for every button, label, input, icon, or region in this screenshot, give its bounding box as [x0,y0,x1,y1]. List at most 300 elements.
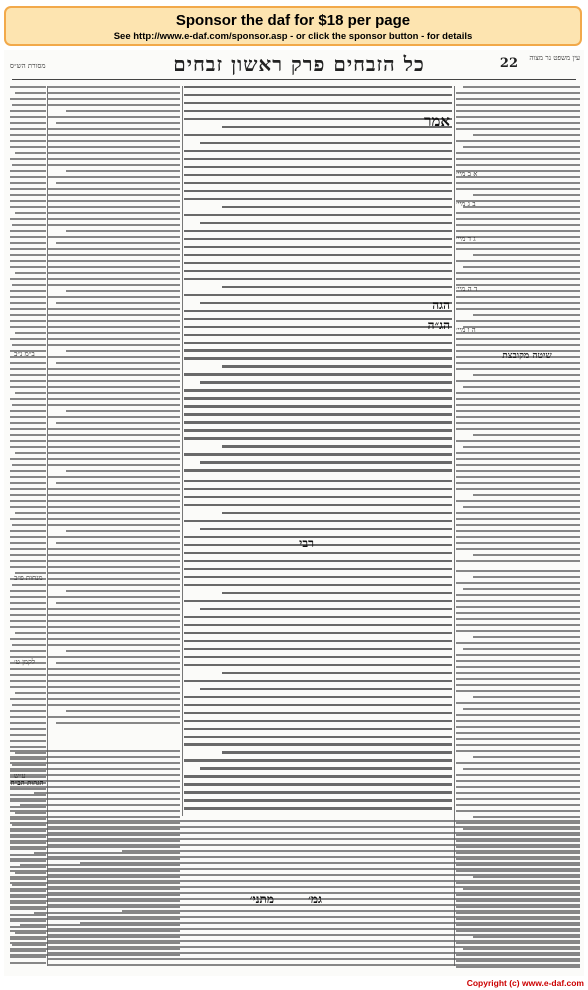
text-line [184,648,452,650]
column-divider [182,86,183,816]
text-line [56,482,180,484]
text-line [10,140,46,142]
header-rule [12,79,576,80]
ein-mishpat-ref: ב ג מיי׳ [456,200,476,208]
text-line [48,638,180,640]
sponsor-subtitle[interactable]: See http://www.e-daf.com/sponsor.asp - or click the sponsor button - for details [113,31,473,42]
text-line [48,440,180,442]
text-line [456,618,580,620]
text-line [15,152,46,154]
text-line [184,326,452,328]
text-line [48,608,180,610]
text-line [80,862,580,864]
text-line [184,632,452,634]
text-line [48,128,180,130]
text-line [48,188,180,190]
text-line [48,704,180,706]
masoret-ref: מנחות פ״ב [14,574,43,582]
text-line [48,278,180,280]
text-line [48,632,180,634]
text-line [184,134,452,136]
text-line [48,464,180,466]
ein-mishpat-ref: א ב מיי׳ [456,170,478,178]
text-line [15,692,46,694]
text-line [48,874,580,876]
text-line [10,560,46,562]
text-line [48,98,180,100]
text-line [56,542,180,544]
text-line [456,392,580,394]
text-line [56,422,180,424]
text-line [184,262,452,264]
text-line [456,512,580,514]
text-line [456,500,580,502]
text-line [456,122,580,124]
text-line [184,318,452,320]
text-line [184,158,452,160]
text-line [10,338,46,340]
text-line [10,416,46,418]
text-line [48,434,180,436]
text-line [184,86,452,88]
text-line [15,392,46,394]
tosafot-column [48,86,180,726]
text-line [456,230,580,232]
text-line [10,722,46,724]
text-line [48,826,580,828]
text-line [10,482,46,484]
text-line [456,720,580,722]
text-line [48,868,580,870]
opening-word: אמר [424,112,450,130]
text-line [10,410,46,412]
masoret-ref: לקמן ט׳ [14,658,36,666]
text-line [48,500,180,502]
text-line [456,690,580,692]
text-line [456,714,580,716]
text-line [222,126,452,128]
text-line [48,248,180,250]
ein-mishpat-ref: ה ו מיי׳ [456,326,476,334]
text-line [456,164,580,166]
text-line [48,398,180,400]
text-line [184,429,452,431]
text-line [184,480,452,482]
text-line [48,218,180,220]
text-line [184,520,452,522]
text-line [10,536,46,538]
text-line [48,554,180,556]
text-line [184,799,452,801]
text-line [184,560,452,562]
text-line [222,592,452,594]
text-line [184,544,452,546]
text-line [10,314,46,316]
text-line [48,320,180,322]
text-line [184,310,452,312]
text-line [222,672,452,674]
text-line [66,230,180,232]
text-line [456,594,580,596]
text-line [10,398,46,400]
text-line [48,856,580,858]
sponsor-banner[interactable] [4,6,582,46]
text-line [56,362,180,364]
text-line [48,946,580,948]
text-line [473,696,580,698]
text-line [456,518,580,520]
text-line [48,140,180,142]
text-line [456,152,580,154]
text-line [48,92,180,94]
text-line [80,922,580,924]
text-line [12,104,46,106]
text-line [184,728,452,730]
text-line [48,928,580,930]
text-line [66,350,180,352]
text-line [48,386,180,388]
dibur-hamatchil: הג״ה [427,318,450,332]
text-line [456,750,580,752]
text-line [48,716,180,718]
ein-mishpat-ref: ג ד מיי׳ [456,235,476,243]
text-line [48,344,180,346]
text-line [34,792,180,794]
text-line [184,552,452,554]
text-line [56,602,180,604]
text-line [456,570,580,572]
text-line [12,404,46,406]
text-line [66,110,180,112]
text-line [48,548,180,550]
text-line [15,272,46,274]
text-line [48,104,180,106]
dibur-hamatchil: הגה [432,298,450,312]
text-line [10,650,46,652]
text-line [15,512,46,514]
text-line [456,338,580,340]
text-line [456,702,580,704]
text-line [456,458,580,460]
text-line [456,452,580,454]
text-line [48,260,180,262]
text-line [463,506,580,508]
text-line [473,554,580,556]
text-line [184,342,452,344]
text-line [10,290,46,292]
text-line [48,958,580,960]
text-line [12,224,46,226]
text-line [184,656,452,658]
text-line [10,674,46,676]
text-line [200,528,452,530]
text-line [48,560,180,562]
text-line [48,116,180,118]
text-line [473,756,580,758]
text-line [48,838,580,840]
gemara-text-block [184,86,452,476]
text-line [48,916,580,918]
text-line [184,783,452,785]
text-line [184,743,452,745]
text-line [456,140,580,142]
text-line [56,662,180,664]
text-line [10,122,46,124]
text-line [456,524,580,526]
text-line [48,266,180,268]
copyright-notice[interactable]: Copyright (c) www.e-daf.com [466,978,584,988]
text-line [10,710,46,712]
text-line [184,389,452,391]
text-line [10,134,46,136]
text-line [48,338,180,340]
text-line [10,182,46,184]
text-line [456,560,580,562]
text-line [48,940,580,942]
text-line [10,470,46,472]
text-line [66,290,180,292]
text-line [10,620,46,622]
text-line [456,404,580,406]
text-line [456,488,580,490]
text-line [456,482,580,484]
text-line [184,214,452,216]
text-line [184,453,452,455]
text-line [456,218,580,220]
shita-mekubetzet-heading: שיטה מקובצת [502,351,552,361]
text-line [10,590,46,592]
text-line [10,170,46,172]
page-number: 22 [499,56,518,71]
text-line [10,218,46,220]
text-line [10,750,180,752]
text-line [184,759,452,761]
text-line [48,536,180,538]
text-line [10,248,46,250]
text-line [184,373,452,375]
text-line [48,512,180,514]
text-line [10,494,46,496]
text-line [48,596,180,598]
text-line [20,804,180,806]
text-line [184,584,452,586]
text-line [10,768,180,770]
text-line [48,164,180,166]
text-line [456,104,580,106]
text-line [10,146,46,148]
text-line [184,334,452,336]
text-line [184,190,452,192]
text-line [200,608,452,610]
text-line [184,110,452,112]
text-line [10,116,46,118]
text-line [222,512,452,514]
text-line [48,820,580,822]
text-line [456,630,580,632]
text-line [184,568,452,570]
text-line [48,832,580,834]
text-line [184,230,452,232]
text-line [10,756,180,758]
text-line [456,302,580,304]
text-line [184,437,452,439]
text-line [48,206,180,208]
text-line [184,488,452,490]
text-line [10,158,46,160]
text-line [10,260,46,262]
text-line [10,810,180,812]
text-line [10,176,46,178]
text-line [48,524,180,526]
text-line [10,762,180,764]
text-line [48,86,180,88]
hagahot-habach-heading: הגהות הב״ח [10,778,44,787]
text-line [463,266,580,268]
text-line [10,734,46,736]
text-line [12,584,46,586]
text-line [184,405,452,407]
text-line [456,308,580,310]
text-line [48,964,580,966]
text-line [10,798,180,800]
text-line [456,732,580,734]
text-line [184,640,452,642]
text-line [48,686,180,688]
text-line [10,602,46,604]
text-line [10,458,46,460]
text-line [48,404,180,406]
text-line [10,434,46,436]
text-line [184,624,452,626]
text-line [10,302,46,304]
text-line [473,434,580,436]
text-line [10,194,46,196]
text-line [473,576,580,578]
text-line [456,678,580,680]
text-line [184,246,452,248]
text-line [473,374,580,376]
text-line [10,98,46,100]
text-line [10,488,46,490]
text-line [12,644,46,646]
text-line [456,158,580,160]
text-line [10,962,46,964]
text-line [48,880,580,882]
text-line [48,698,180,700]
text-line [184,807,452,809]
text-line [184,791,452,793]
text-line [122,850,580,852]
text-line [10,638,46,640]
text-line [10,548,46,550]
text-line [463,708,580,710]
text-line [10,500,46,502]
text-line [222,445,452,447]
text-line [184,174,452,176]
text-line [184,504,452,506]
text-line [12,464,46,466]
text-line [184,94,452,96]
text-line [456,548,580,550]
text-line [10,236,46,238]
text-line [10,320,46,322]
text-line [66,410,180,412]
text-line [48,644,180,646]
text-line [56,302,180,304]
text-line [10,614,46,616]
text-line [48,494,180,496]
text-line [456,744,580,746]
text-line [10,440,46,442]
text-line [48,886,580,888]
text-line [48,674,180,676]
text-line [48,506,180,508]
text-line [184,102,452,104]
text-line [48,692,180,694]
text-line [10,774,180,776]
text-line [184,349,452,351]
text-line [456,362,580,364]
text-line [456,182,580,184]
text-line [463,648,580,650]
text-line [184,469,452,471]
text-line [184,294,452,296]
text-line [48,668,180,670]
text-line [456,260,580,262]
text-line [184,421,452,423]
text-line [456,272,580,274]
text-line [48,566,180,568]
ein-mishpat-title: עין משפט נר מצוה [529,54,580,62]
text-line [48,458,180,460]
text-line [456,464,580,466]
text-line [48,326,180,328]
text-line [184,616,452,618]
text-line [48,212,180,214]
text-line [48,656,180,658]
text-line [456,536,580,538]
text-line [48,488,180,490]
text-line [10,680,46,682]
text-line [200,142,452,144]
text-line [10,428,46,430]
text-line [10,446,46,448]
text-line [456,476,580,478]
text-line [10,230,46,232]
text-line [48,428,180,430]
text-line [456,296,580,298]
text-line [10,362,46,364]
text-line [184,238,452,240]
text-line [184,712,452,714]
text-line [48,194,180,196]
text-line [200,688,452,690]
text-line [463,206,580,208]
text-line [184,150,452,152]
text-line [10,422,46,424]
text-line [10,386,46,388]
text-line [48,416,180,418]
text-line [184,600,452,602]
text-line [15,632,46,634]
sponsor-title[interactable]: Sponsor the daf for $18 per page [175,12,411,29]
text-line [66,590,180,592]
text-line [48,374,180,376]
text-line [48,236,180,238]
text-line [463,326,580,328]
text-line [12,164,46,166]
text-line [48,578,180,580]
